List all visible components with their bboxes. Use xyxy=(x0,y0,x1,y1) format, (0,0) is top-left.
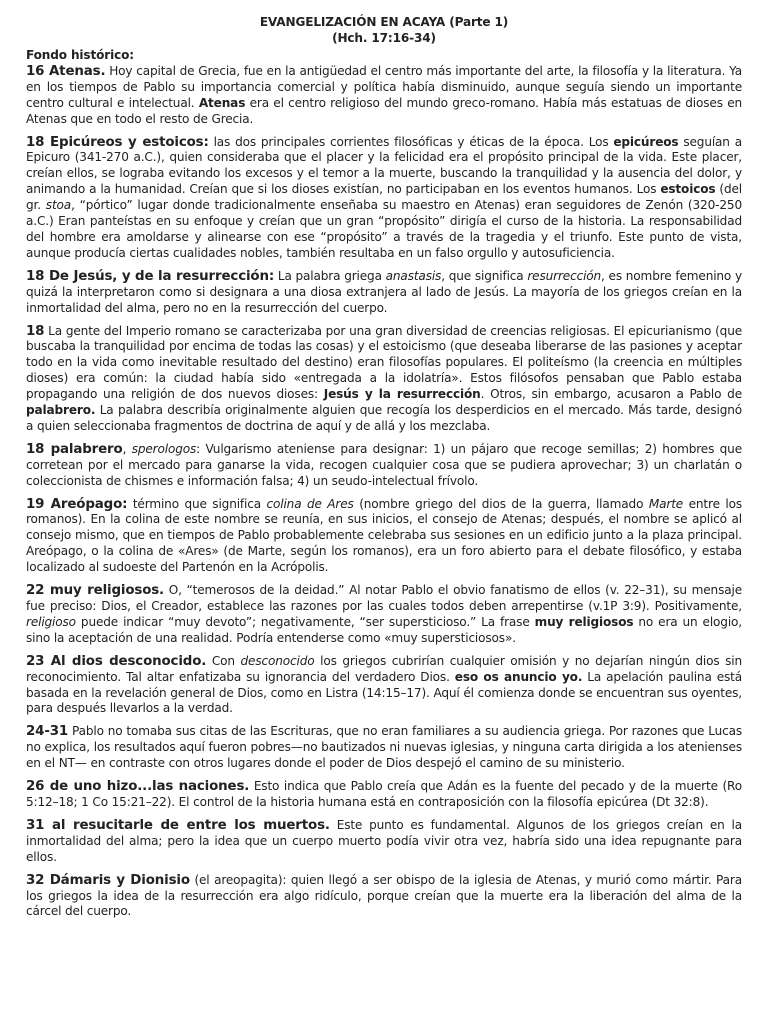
text-run: las dos principales corrientes filosóficas y éticas de la época. Los xyxy=(208,134,614,149)
bold-run: 18 Epicúreos y estoicos: xyxy=(26,134,209,150)
italic-run: colina de Ares xyxy=(266,496,354,511)
text-run: (el areopagita): quien llegó a ser obispo de la iglesia de Atenas, y murió como mártir. Para los griegos la idea de la resurrección era algo ridículo, porque creían que la muerte era la liberación del alma de la cárcel del cuerpo. xyxy=(26,872,742,919)
commentary-paragraph xyxy=(26,724,742,772)
text-run: La apelación paulina está basada en la revelación general de Dios, como en Listra (14:15–17). Aquí él comienza donde se encuentran sus oyentes, para después llevarlos a la verdad. xyxy=(26,669,743,716)
text-run: (nombre griego del dios de la guerra, llamado xyxy=(353,496,649,511)
text-run: O, “temerosos de la deidad.” Al notar Pablo el obvio fanatismo de ellos (v. 22–31), su mensaje fue preciso: Dios, el Creador, establece las razones por las cuales todos deben arrepentirse (v.1P 3:9). Positivamente, xyxy=(26,583,742,613)
bold-run: 18 palabrero xyxy=(26,441,123,457)
italic-run: sperologos xyxy=(131,441,197,456)
commentary-paragraph xyxy=(26,583,742,647)
commentary-paragraph xyxy=(26,135,742,262)
text-run: La palabra describía originalmente alguien que recogía los desperdicios en el mercado. Más tarde, designó a quien seleccionaba fragmentos de doctrina de aquí y de allá y los mezclaba. xyxy=(26,403,742,433)
text-run: Con xyxy=(206,653,241,668)
commentary-paragraph xyxy=(26,64,742,128)
text-run: era el centro religioso del mundo greco-romano. Había más estatuas de dioses en Atenas que en todo el resto de Grecia. xyxy=(26,95,742,126)
commentary-paragraph xyxy=(26,442,742,490)
italic-run: Marte xyxy=(648,496,684,511)
bold-run: epicúreos xyxy=(613,134,679,149)
text-run: Este punto es fundamental. Algunos de los griegos creían en la inmortalidad del alma; pero la idea que un cuerpo muerto podía vivir otra vez, habría sido una idea repugnante para ellos. xyxy=(26,817,742,864)
bold-run: estoicos xyxy=(660,182,716,197)
text-run: : Vulgarismo ateniense para designar: 1) un pájaro que recoge semillas; 2) hombres que corretean por el mercado para ganarse la vida, recogen cualquier cosa que se pudiera aprovechar; 3) un charlatán o coleccionista de chismes e información falsa; 4) un seudo-intelectual frívolo. xyxy=(26,441,742,488)
text-run: Esto indica que Pablo creía que Adán es la fuente del pecado y de la muerte (Ro 5:12–18; 1 Co 15:21–22). El control de la historia humana está en contraposición con la filosofía epicúrea (Dt 32:8). xyxy=(26,779,743,809)
bold-run: 18 De Jesús, y de la resurrección: xyxy=(26,268,275,284)
bold-run: Jesús y la resurrección xyxy=(323,387,481,402)
commentary-paragraph xyxy=(26,654,742,718)
text-run: , que significa xyxy=(441,268,528,283)
bold-run: 22 muy religiosos. xyxy=(26,583,164,599)
text-run: , xyxy=(122,441,132,456)
bold-run: eso os anuncio yo. xyxy=(454,669,583,684)
commentary-paragraph xyxy=(26,873,742,921)
text-run: los griegos cubrirían cualquier omisión y no dejarían ningún dios sin reconocimiento. Tal altar enfatizaba su ignorancia del verdadero Dios. xyxy=(26,653,742,684)
commentary-paragraph xyxy=(26,818,742,866)
italic-run: religioso xyxy=(26,614,76,629)
section-heading: Fondo histórico: xyxy=(26,48,134,62)
bold-run: 18 xyxy=(26,323,45,339)
title-line-1: EVANGELIZACIÓN EN ACAYA (Parte 1) xyxy=(259,15,509,29)
text-run: puede indicar “muy devoto”; negativamente, “ser supersticioso.” La frase xyxy=(75,614,535,629)
text-run: (del gr. xyxy=(26,182,743,213)
text-run: seguían a Epicuro (341-270 a.C.), quien consideraba que el placer y la felicidad era el propósito principal de la vida. Este placer, creían ellos, se lograba evitando los excesos y el temor a la muerte, buscando la tranquilidad y la ausencia del dolor, y animando a la humanidad. Creían que si los dioses existían, no participaban en los eventos humanos. Los xyxy=(26,134,742,197)
commentary-body xyxy=(26,64,742,920)
bold-run: 19 Areópago: xyxy=(26,496,128,512)
bold-run: 32 Dámaris y Dionisio xyxy=(26,872,190,888)
text-run: entre los romanos). En la colina de este nombre se reunía, en sus inicios, el consejo de Atenas; después, el nombre se aplicó al consejo mismo, que en tiempos de Pablo probablemente celebraba sus sesiones en un edificio junto a la plaza principal. Areópago, o la colina de «Ares» (de Marte, según los romanos), era un foro abierto para el debate filosófico, y estaba localizado al sudoeste del Partenón en la Acrópolis. xyxy=(26,496,742,575)
bold-run: 16 Atenas. xyxy=(26,63,106,79)
text-run: . Otros, sin embargo, acusaron a Pablo de xyxy=(480,387,742,402)
bold-run: muy religiosos xyxy=(534,614,634,629)
text-run: La palabra griega xyxy=(274,268,386,283)
text-run: no era un elogio, sino la aceptación de una realidad. Podría entenderse como «muy supersticiosos». xyxy=(26,614,742,645)
bold-run: 26 de uno hizo...las naciones. xyxy=(26,779,250,795)
commentary-paragraph xyxy=(26,497,742,577)
bold-run: palabrero. xyxy=(26,403,96,418)
document-title xyxy=(26,14,742,46)
text-run: La gente del Imperio romano se caracterizaba por una gran diversidad de creencias religiosas. El epicurianismo (que buscaba la tranquilidad por encima de todas las cosas) y el estoicismo (que deseaba liberarse de las pasiones y aceptar todo en la vida como inevitable resultado del destino) eran filosofías populares. El politeísmo (la creencia en múltiples dioses) era común: la ciudad había sido «entregada a la idolatría». Estos filósofos pensaban que Pablo estaba propagando una religión de dos nuevos dioses: xyxy=(26,323,742,402)
commentary-paragraph xyxy=(26,324,742,435)
italic-run: resurrección xyxy=(527,268,602,283)
text-run: , “pórtico” lugar donde tradicionalmente enseñaba su maestro en Atenas) eran seguidores de Zenón (320-250 a.C.) Eran panteístas en su enfoque y creían que un gran “propósito” dirigía el curso de la historia. La responsabilidad del hombre era amoldarse y alinearse con ese “propósito” a través de la tragedia y el triunfo. Este punto de vista, aunque producía ciertas cualidades nobles, también resultaba en un falso orgullo y autosuficiencia. xyxy=(26,198,742,260)
bold-run: 24-31 xyxy=(26,724,69,740)
title-line-2: (Hch. 17:16-34) xyxy=(332,31,436,45)
bold-run: Atenas xyxy=(198,95,246,110)
commentary-paragraph xyxy=(26,779,742,811)
italic-run: anastasis xyxy=(385,268,442,283)
text-run: término que significa xyxy=(127,496,267,511)
italic-run: stoa xyxy=(45,198,72,213)
text-run: , es nombre femenino y quizá la interpretaron como si designara a una diosa extranjera al lado de Jesús. La mayoría de los griegos creían en la inmortalidad del alma, pero no en la resurrección del cuerpo. xyxy=(26,268,742,315)
text-run: Hoy capital de Grecia, fue en la antigüedad el centro más importante del arte, la filosofía y la literatura. Ya en los tiempos de Pablo su importancia comercial y política había disminuido, aunque seguía siendo un importante centro cultural e intelectual. xyxy=(26,63,742,110)
bold-run: 31 al resucitarle de entre los muertos. xyxy=(26,817,330,833)
text-run: Pablo no tomaba sus citas de las Escrituras, que no eran familiares a su audiencia griega. Por razones que Lucas no explica, los resultados aquí fueron pobres—no bautizados ni nuevas iglesias, y ninguna carta dirigida a los atenienses en el NT— en contraste con otros lugares donde el poder de Dios despejó el camino de su ministerio. xyxy=(26,724,742,771)
italic-run: desconocido xyxy=(240,653,315,668)
bold-run: 23 Al dios desconocido. xyxy=(26,653,207,669)
commentary-paragraph xyxy=(26,269,742,317)
